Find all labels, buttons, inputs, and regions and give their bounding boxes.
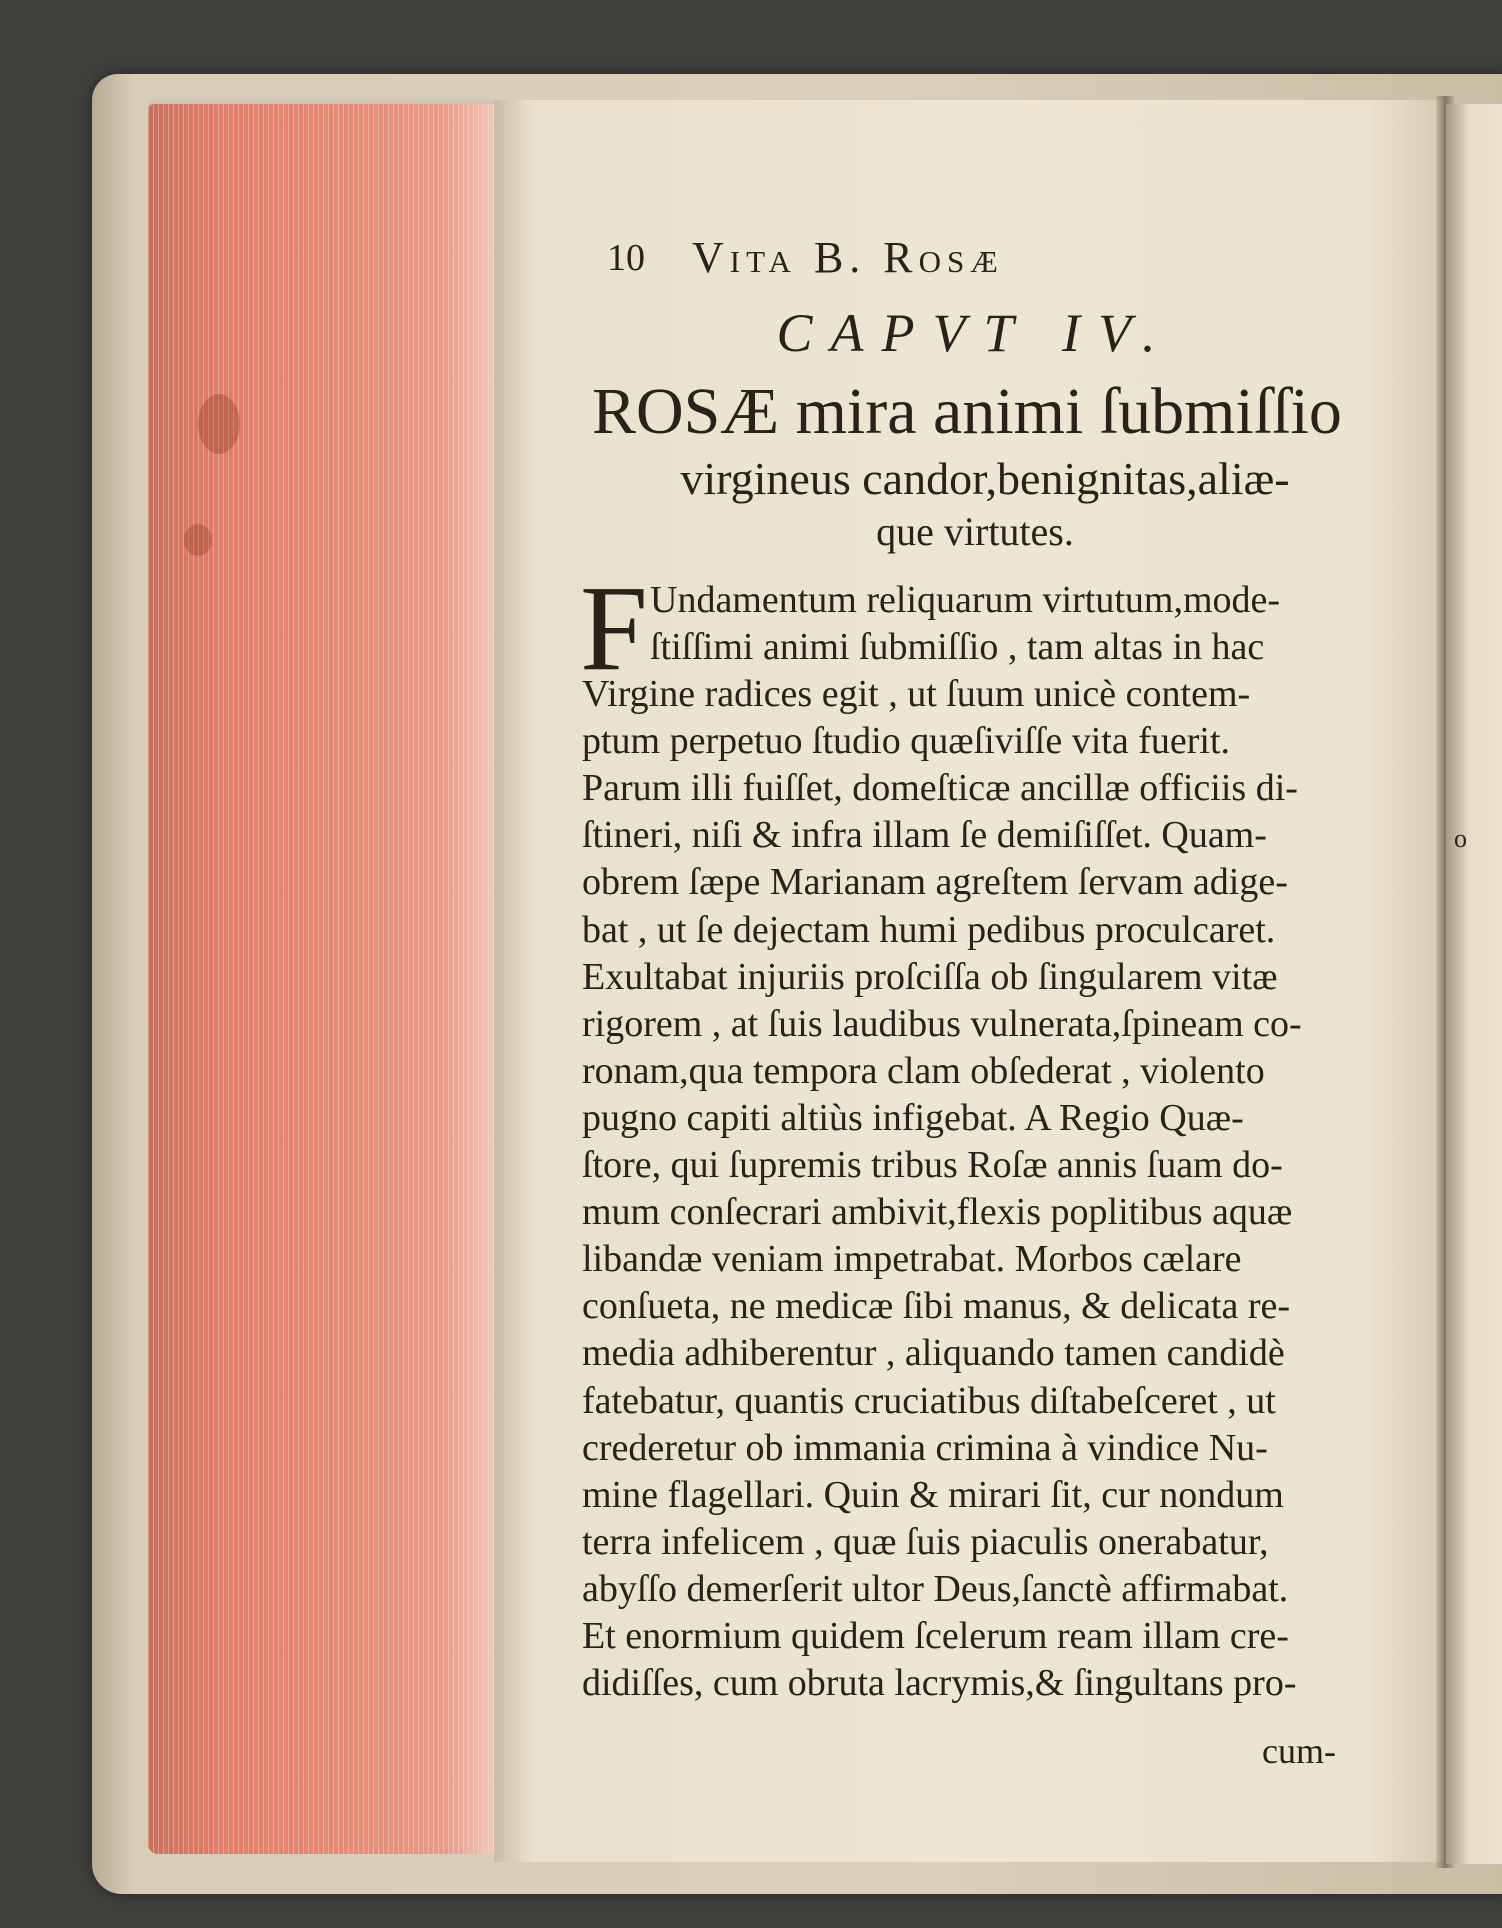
red-page-edges — [148, 104, 494, 1854]
body-line: Et enormium quidem ſcelerum ream illam cre- — [582, 1615, 1289, 1657]
body-line: Undamentum reliquarum virtutum,mode- — [650, 579, 1281, 621]
body-line: Virgine radices egit , ut ſuum unicè contem- — [582, 673, 1251, 715]
body-line: terra infelicem , quæ ſuis piaculis onerabatur, — [582, 1520, 1269, 1563]
body-line: obrem ſæpe Marianam agreſtem ſervam adige- — [582, 861, 1288, 904]
drop-capital: F — [580, 561, 648, 696]
body-line: bat , ut ſe dejectam humi pedibus proculcaret. — [582, 908, 1276, 951]
body-line: ſtineri, niſi & infra illam ſe demiſiſſet. Quam- — [582, 814, 1267, 857]
body-line: mine flagellari. Quin & mirari ſit, cur nondum — [582, 1473, 1284, 1516]
chapter-heading: CAPVT IV. — [776, 303, 1174, 363]
body-line: didiſſes, cum obruta lacrymis,& ſingultans pro- — [582, 1662, 1297, 1705]
body-line: ptum perpetuo ſtudio quæſiviſſe vita fuerit. — [582, 720, 1231, 763]
page-number: 10 — [607, 237, 645, 279]
body-line: crederetur ob immania crimina à vindice Nu- — [582, 1426, 1268, 1469]
body-line: abyſſo demerſerit ultor Deus,ſanctè affirmabat. — [582, 1567, 1289, 1610]
running-title: Vita B. Rosæ — [692, 233, 1004, 282]
body-line: media adhiberentur , aliquando tamen candidè — [582, 1332, 1285, 1375]
body-line: pugno capiti altiùs infigebat. A Regio Quæ- — [582, 1096, 1244, 1139]
facing-page — [1446, 104, 1502, 1864]
margin-mark: o — [1454, 824, 1467, 853]
body-line: libandæ veniam impetrabat. Morbos cælare — [582, 1238, 1242, 1281]
body-line: fatebatur, quantis cruciatibus diſtabeſceret , ut — [582, 1379, 1276, 1422]
body-line: Parum illi fuiſſet, domeſticæ ancillæ officiis di- — [582, 767, 1298, 810]
catchword: cum- — [1262, 1731, 1336, 1771]
body-line: rigorem , at ſuis laudibus vulnerata,ſpineam co- — [582, 1002, 1302, 1045]
body-line: Exultabat injuriis proſciſſa ob ſingularem vitæ — [582, 955, 1278, 998]
chapter-title-line1: ROSÆ mira animi ſubmiſſio — [592, 375, 1342, 448]
chapter-title-line2: virgineus candor,benignitas,aliæ- — [680, 453, 1290, 504]
chapter-title-line3: que virtutes. — [876, 509, 1074, 554]
body-line: ronam,qua tempora clam obſederat , violento — [582, 1049, 1265, 1092]
body-line: conſueta, ne medicæ ſibi manus, & delicata re- — [582, 1285, 1291, 1328]
body-line: ſtiſſimi animi ſubmiſſio , tam altas in hac — [650, 626, 1265, 668]
body-line: mum conſecrari ambivit,flexis poplitibus aquæ — [582, 1191, 1293, 1234]
body-line: ſtore, qui ſupremis tribus Roſæ annis ſuam do- — [582, 1144, 1283, 1186]
edge-stain — [184, 524, 212, 556]
edge-stain — [198, 394, 240, 454]
